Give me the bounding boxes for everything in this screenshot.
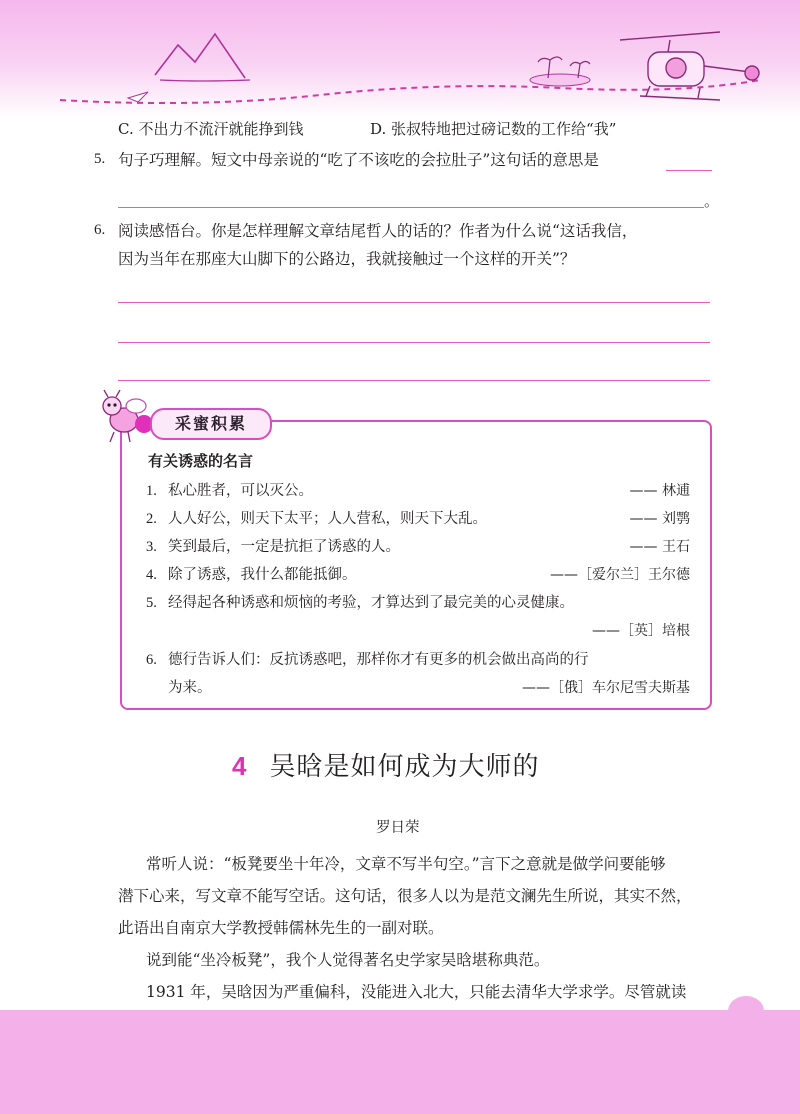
answer-line[interactable] <box>118 342 710 343</box>
quote-author: —— 刘鹗 <box>629 511 690 527</box>
paragraph-line: 此语出自南京大学教授韩儒林先生的一副对联。 <box>118 919 444 937</box>
quote-author: ——［爱尔兰］王尔德 <box>550 567 690 583</box>
quote-item: 1. 私心胜者，可以灭公。 <box>146 483 313 499</box>
bee-icon <box>88 388 158 448</box>
quote-author: ——［英］培根 <box>592 623 690 639</box>
chapter-title: 4 吴晗是如何成为大师的 <box>232 751 540 782</box>
quote-item: 6. 德行告诉人们：反抗诱惑吧，那样你才有更多的机会做出高尚的行 <box>146 652 589 668</box>
question-5-text: 句子巧理解。短文中母亲说的“吃了不该吃的会拉肚子”这句话的意思是 <box>118 151 599 169</box>
section-tab: 采蜜积累 <box>150 408 272 440</box>
quote-item: 3. 笑到最后，一定是抗拒了诱惑的人。 <box>146 539 400 555</box>
question-6-line2: 因为当年在那座大山脚下的公路边，我就接触过一个这样的开关”？ <box>118 250 576 268</box>
quote-author: ——［俄］车尔尼雪夫斯基 <box>522 680 690 696</box>
header-illustration <box>0 0 800 118</box>
quote-item: 5. 经得起各种诱惑和烦恼的考验，才算达到了最完美的心灵健康。 <box>146 595 574 611</box>
question-5-number: 5. <box>94 151 106 167</box>
page-corner-decoration <box>728 996 764 1026</box>
author-byline: 罗日荣 <box>376 820 420 836</box>
quote-author: —— 王石 <box>629 539 690 555</box>
paragraph-line: 潜下心来，写文章不能写空话。这句话，很多人以为是范文澜先生所说，其实不然， <box>118 887 692 905</box>
answer-line[interactable] <box>666 170 712 171</box>
quote-item: 4. 除了诱惑，我什么都能抵御。 <box>146 567 357 583</box>
quote-author: —— 林逋 <box>629 483 690 499</box>
box-title: 有关诱惑的名言 <box>148 452 254 470</box>
question-6-number: 6. <box>94 222 106 238</box>
paragraph-line: 常听人说：“板凳要坐十年冷，文章不写半句空。”言下之意就是做学问要能够 <box>146 855 666 873</box>
answer-line[interactable] <box>118 302 710 303</box>
footer-band <box>0 1010 800 1114</box>
question-6-line1: 阅读感悟台。你是怎样理解文章结尾哲人的话的？作者为什么说“这话我信， <box>118 222 638 240</box>
answer-line[interactable] <box>118 207 704 208</box>
paragraph-line: 说到能“坐冷板凳”，我个人觉得著名史学家吴晗堪称典范。 <box>146 951 550 969</box>
paragraph-line: 1931 年，吴晗因为严重偏科，没能进入北大，只能去清华大学求学。尽管就读 <box>146 983 687 1001</box>
option-c: C. 不出力不流汗就能挣到钱 <box>118 120 304 138</box>
period-mark: 。 <box>704 192 720 210</box>
option-d: D. 张叔特地把过磅记数的工作给“我” <box>370 120 617 138</box>
quote-item: 2. 人人好公，则天下太平；人人营私，则天下大乱。 <box>146 511 487 527</box>
quote-item-continuation: 为来。 <box>168 680 212 696</box>
answer-line[interactable] <box>118 380 710 381</box>
